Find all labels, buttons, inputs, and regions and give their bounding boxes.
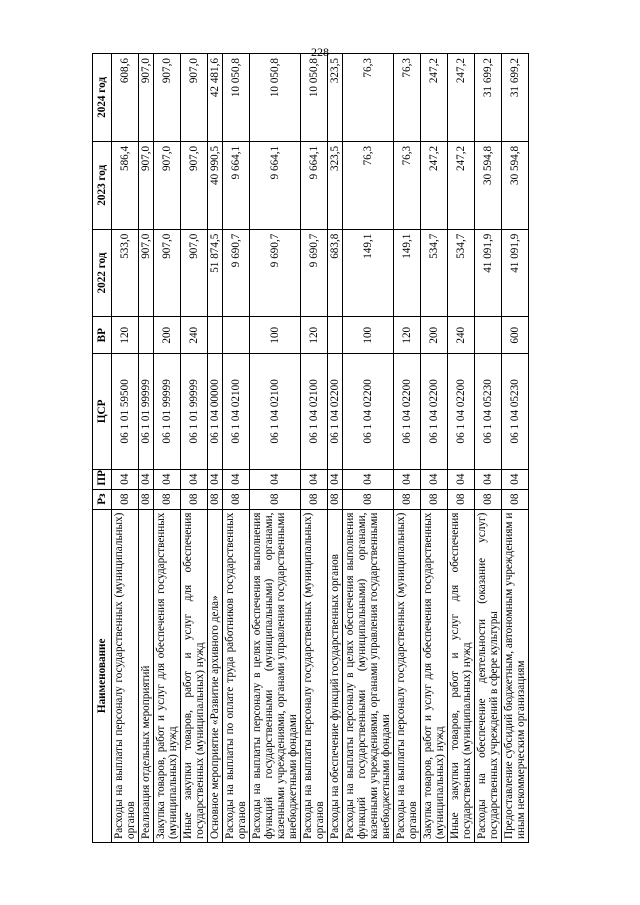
- cell-2024: 10 050,8: [223, 54, 250, 142]
- cell-rz: 08: [502, 489, 529, 509]
- table-row: [112, 54, 139, 843]
- cell-2024: 76,3: [343, 54, 394, 142]
- cell-csr: 06 1 04 05230: [502, 354, 529, 470]
- cell-2022: 149,1: [343, 229, 394, 317]
- cell-csr: 06 1 04 02200: [448, 354, 475, 470]
- table-row: [448, 54, 475, 843]
- cell-2023: 907,0: [181, 141, 208, 229]
- cell-rz: 08: [139, 489, 154, 509]
- cell-2024: 31 699,2: [502, 54, 529, 142]
- table-row: [208, 54, 223, 843]
- cell-2023: 9 664,1: [250, 141, 301, 229]
- cell-2024: 907,0: [154, 54, 181, 142]
- cell-2024: 247,2: [448, 54, 475, 142]
- cell-rz: 08: [475, 489, 502, 509]
- table-row: [181, 54, 208, 843]
- cell-rz: 08: [394, 489, 421, 509]
- cell-pr: 04: [208, 469, 223, 489]
- cell-pr: 04: [448, 469, 475, 489]
- cell-vr: 240: [181, 317, 208, 354]
- cell-2023: 9 664,1: [223, 141, 250, 229]
- cell-vr: [475, 317, 502, 354]
- cell-vr: 120: [301, 317, 328, 354]
- cell-rz: 08: [223, 489, 250, 509]
- cell-2024: 31 699,2: [475, 54, 502, 142]
- cell-2022: 907,0: [181, 229, 208, 317]
- cell-2023: 247,2: [421, 141, 448, 229]
- cell-2024: 76,3: [394, 54, 421, 142]
- cell-rz: 08: [250, 489, 301, 509]
- cell-2023: 907,0: [139, 141, 154, 229]
- cell-2022: 533,0: [112, 229, 139, 317]
- cell-2024: 42 481,6: [208, 54, 223, 142]
- cell-rz: 08: [421, 489, 448, 509]
- header-name: Наименование: [93, 509, 112, 842]
- cell-name: Закупка товаров, работ и услуг для обеспечения государственных (муниципальных) нужд: [421, 509, 448, 842]
- cell-csr: 06 1 01 99999: [181, 354, 208, 470]
- cell-vr: 200: [421, 317, 448, 354]
- cell-name: Расходы на выплаты персоналу в целях обеспечения выполнения функций государственными (муниципальными) органами, казенными учреждениями, органами управления государственными внебюджетными фондами: [250, 509, 301, 842]
- cell-csr: 06 1 04 02200: [328, 354, 343, 470]
- rotated-table-container: [92, 53, 565, 843]
- cell-2022: 9 690,7: [301, 229, 328, 317]
- cell-pr: 04: [421, 469, 448, 489]
- cell-2024: 247,2: [421, 54, 448, 142]
- cell-name: Закупка товаров, работ и услуг для обеспечения государственных (муниципальных) нужд: [154, 509, 181, 842]
- cell-2022: 41 091,9: [475, 229, 502, 317]
- cell-vr: 200: [154, 317, 181, 354]
- cell-name: Расходы на выплаты персоналу государственных (муниципальных) органов: [112, 509, 139, 842]
- cell-2024: 10 050,8: [250, 54, 301, 142]
- cell-name: Расходы на обеспечение деятельности (оказание услуг) государственных учреждений в сфере культуры: [475, 509, 502, 842]
- cell-2023: 247,2: [448, 141, 475, 229]
- cell-vr: [328, 317, 343, 354]
- cell-2023: 907,0: [154, 141, 181, 229]
- cell-name: Иные закупки товаров, работ и услуг для обеспечения государственных (муниципальных) нужд: [181, 509, 208, 842]
- cell-2024: 323,5: [328, 54, 343, 142]
- cell-2022: 907,0: [154, 229, 181, 317]
- cell-csr: 06 1 01 99999: [154, 354, 181, 470]
- cell-2022: 534,7: [421, 229, 448, 317]
- cell-2022: 534,7: [448, 229, 475, 317]
- table-row: [223, 54, 250, 843]
- cell-2022: 9 690,7: [223, 229, 250, 317]
- table-row: [154, 54, 181, 843]
- cell-csr: 06 1 04 02200: [421, 354, 448, 470]
- cell-name: Расходы на выплаты по оплате труда работников государственных органов: [223, 509, 250, 842]
- cell-vr: [139, 317, 154, 354]
- cell-pr: 04: [502, 469, 529, 489]
- cell-2023: 40 990,5: [208, 141, 223, 229]
- header-rz: Рз: [93, 489, 112, 509]
- cell-pr: 04: [301, 469, 328, 489]
- cell-csr: 06 1 04 00000: [208, 354, 223, 470]
- cell-name: Расходы на обеспечение функций государственных органов: [328, 509, 343, 842]
- header-2024: 2024 год: [93, 54, 112, 142]
- header-2022: 2022 год: [93, 229, 112, 317]
- table-row: [250, 54, 301, 843]
- cell-pr: 04: [139, 469, 154, 489]
- cell-rz: 08: [343, 489, 394, 509]
- cell-vr: 600: [502, 317, 529, 354]
- cell-2022: 51 874,5: [208, 229, 223, 317]
- cell-2022: 907,0: [139, 229, 154, 317]
- cell-2022: 41 091,9: [502, 229, 529, 317]
- cell-2023: 323,5: [328, 141, 343, 229]
- cell-2024: 10 050,8: [301, 54, 328, 142]
- cell-pr: 04: [223, 469, 250, 489]
- cell-name: Расходы на выплаты персоналу государственных (муниципальных) органов: [394, 509, 421, 842]
- cell-csr: 06 1 01 99999: [139, 354, 154, 470]
- cell-rz: 08: [448, 489, 475, 509]
- cell-2022: 683,8: [328, 229, 343, 317]
- cell-2024: 907,0: [139, 54, 154, 142]
- cell-rz: 08: [301, 489, 328, 509]
- header-csr: ЦСР: [93, 354, 112, 470]
- table-row: [139, 54, 154, 843]
- cell-pr: 04: [154, 469, 181, 489]
- cell-csr: 06 1 04 05230: [475, 354, 502, 470]
- cell-name: Предоставление субсидий бюджетным, автономным учреждениям и иным некоммерческим организациям: [502, 509, 529, 842]
- cell-name: Основное мероприятие «Развитие архивного дела»: [208, 509, 223, 842]
- table-row: [328, 54, 343, 843]
- cell-csr: 06 1 04 02100: [250, 354, 301, 470]
- cell-2024: 907,0: [181, 54, 208, 142]
- cell-vr: 100: [250, 317, 301, 354]
- cell-pr: 04: [250, 469, 301, 489]
- cell-name: Реализация отдельных мероприятий: [139, 509, 154, 842]
- cell-rz: 08: [112, 489, 139, 509]
- cell-pr: 04: [394, 469, 421, 489]
- cell-2023: 586,4: [112, 141, 139, 229]
- cell-csr: 06 1 01 59500: [112, 354, 139, 470]
- cell-pr: 04: [343, 469, 394, 489]
- cell-pr: 04: [475, 469, 502, 489]
- cell-name: Расходы на выплаты персоналу в целях обеспечения выполнения функций государственными (муниципальными) органами, казенными учреждениями, органами управления государственными внебюджетными фондами: [343, 509, 394, 842]
- cell-rz: 08: [181, 489, 208, 509]
- cell-vr: [223, 317, 250, 354]
- cell-csr: 06 1 04 02200: [394, 354, 421, 470]
- cell-2023: 30 594,8: [475, 141, 502, 229]
- table-row: [502, 54, 529, 843]
- table-row: [301, 54, 328, 843]
- cell-2023: 30 594,8: [502, 141, 529, 229]
- cell-2023: 76,3: [343, 141, 394, 229]
- cell-pr: 04: [112, 469, 139, 489]
- cell-2023: 76,3: [394, 141, 421, 229]
- cell-vr: 100: [343, 317, 394, 354]
- cell-2022: 149,1: [394, 229, 421, 317]
- cell-rz: 08: [208, 489, 223, 509]
- budget-table: [92, 53, 529, 843]
- cell-pr: 04: [328, 469, 343, 489]
- cell-vr: [208, 317, 223, 354]
- cell-rz: 08: [154, 489, 181, 509]
- cell-2022: 9 690,7: [250, 229, 301, 317]
- table-row: [475, 54, 502, 843]
- cell-csr: 06 1 04 02100: [223, 354, 250, 470]
- header-2023: 2023 год: [93, 141, 112, 229]
- page-number: 228: [311, 45, 329, 59]
- header-pr: ПР: [93, 469, 112, 489]
- header-vr: ВР: [93, 317, 112, 354]
- cell-csr: 06 1 04 02100: [301, 354, 328, 470]
- cell-vr: 120: [394, 317, 421, 354]
- table-row: [421, 54, 448, 843]
- cell-rz: 08: [328, 489, 343, 509]
- cell-pr: 04: [181, 469, 208, 489]
- table-row: [394, 54, 421, 843]
- cell-name: Иные закупки товаров, работ и услуг для обеспечения государственных (муниципальных) нужд: [448, 509, 475, 842]
- cell-name: Расходы на выплаты персоналу государственных (муниципальных) органов: [301, 509, 328, 842]
- cell-csr: 06 1 04 02200: [343, 354, 394, 470]
- cell-vr: 240: [448, 317, 475, 354]
- table-row: [343, 54, 394, 843]
- table-header-row: [93, 54, 112, 843]
- cell-vr: 120: [112, 317, 139, 354]
- cell-2023: 9 664,1: [301, 141, 328, 229]
- cell-2024: 608,6: [112, 54, 139, 142]
